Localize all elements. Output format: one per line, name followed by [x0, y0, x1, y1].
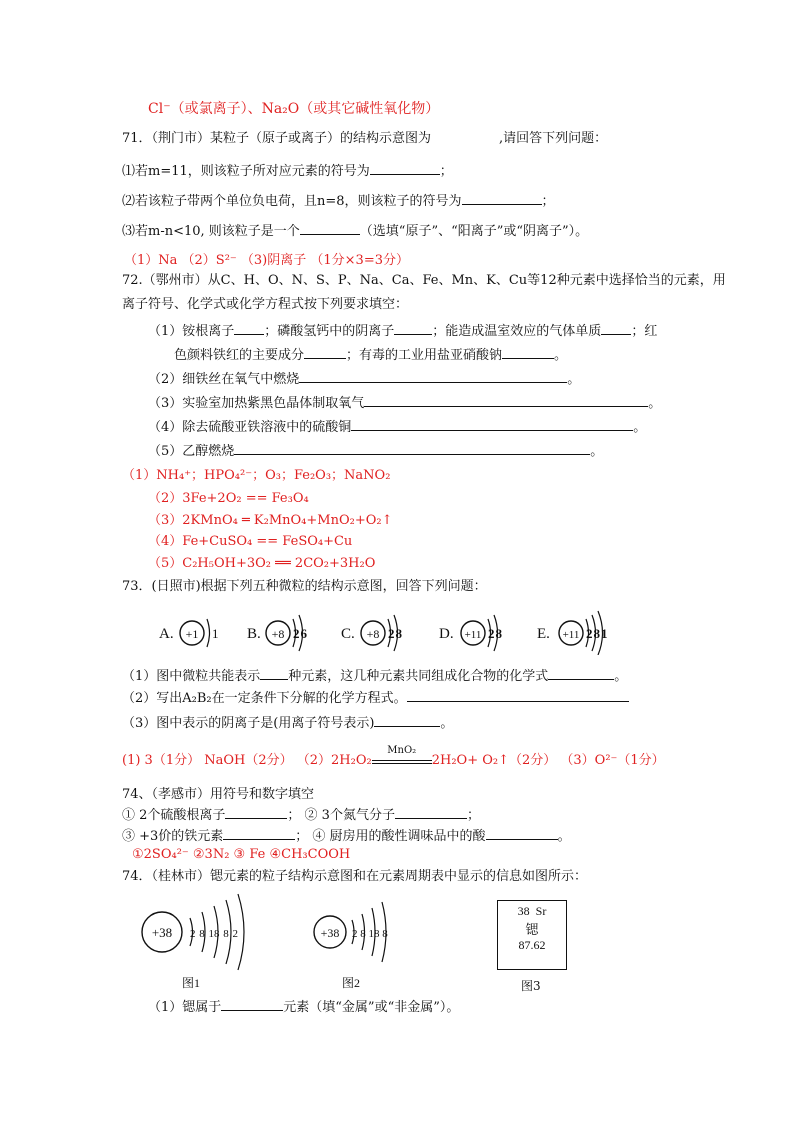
q72-answer-1: （1）NH₄⁺；HPO₄²⁻；O₃；Fe₂O₃；NaNO₂: [122, 468, 391, 483]
particle-label: D.: [439, 626, 454, 642]
q73-title: 73．(日照市)根据下列五种微粒的结构示意图，回答下列问题：: [122, 579, 487, 594]
blank[interactable]: [462, 192, 542, 205]
particle-c: [341, 615, 403, 651]
blank[interactable]: [223, 827, 295, 840]
blank[interactable]: [304, 346, 346, 359]
nucleus-charge: +11: [562, 629, 580, 641]
q72-answer-4: （4）Fe+CuSO₄ == FeSO₄+Cu: [148, 534, 353, 549]
periodic-table-cell: [497, 900, 567, 970]
element-name: 锶: [525, 922, 539, 937]
blank[interactable]: [407, 689, 629, 702]
particle-label: E.: [537, 626, 550, 642]
shell-electrons: 28: [388, 626, 403, 641]
q74b-part1: （1）锶属于 元素（填“金属”或“非金属”）。: [148, 1000, 460, 1015]
q73-part1: （1）图中微粒共能表示 种元素，这几种元素共同组成化合物的化学式 。: [122, 669, 628, 684]
q72-part5: （5）乙醇燃烧 。: [148, 444, 604, 459]
catalyst-label: MnO₂: [387, 745, 417, 756]
nucleus-charge: +38: [320, 926, 340, 940]
particle-e: [537, 611, 609, 655]
atomic-mass: 87.62: [518, 938, 546, 952]
blank[interactable]: [221, 998, 283, 1011]
shell-electrons: 2 8 18 8 2: [190, 928, 238, 940]
q72-part4: （4）除去硫酸亚铁溶液中的硫酸铜 。: [148, 420, 647, 435]
q72-part3: （3）实验室加热紫黑色晶体制取氧气 。: [148, 396, 662, 411]
particle-label: B.: [247, 626, 261, 642]
blank[interactable]: [225, 806, 287, 819]
q73-part3: （3）图中表示的阴离子是(用离子符号表示) 。: [122, 716, 454, 731]
particle-label: C.: [341, 626, 355, 642]
shell-electrons: 28: [488, 626, 503, 641]
blank[interactable]: [374, 714, 440, 727]
q74a-line2: ③ +3价的铁元素 ； ④ 厨房用的酸性调味品中的酸 。: [122, 829, 571, 844]
atomic-number: 38: [517, 904, 530, 918]
q73-answer: (1) 3（1分） NaOH（2分） （2）2H₂O₂ MnO₂ 2H₂O+ O₂↑（2分） （3）O²⁻（1分）: [122, 752, 665, 770]
blank[interactable]: [364, 394, 648, 407]
q72-part2: （2）细铁丝在氧气中燃烧 。: [148, 372, 581, 387]
blank[interactable]: [234, 442, 590, 455]
blank[interactable]: [351, 418, 633, 431]
blank[interactable]: [234, 322, 264, 335]
nucleus-charge: +11: [464, 629, 482, 641]
shell-electrons: 26: [293, 626, 308, 641]
q72-part1-line1: （1）铵根离子 ；磷酸氢钙中的阴离子 ；能造成温室效应的气体单质 ；红: [148, 324, 658, 339]
blank[interactable]: [486, 827, 558, 840]
q71-title: 71．（荆门市）某粒子（原子或离子）的结构示意图为 ,请回答下列问题：: [122, 131, 608, 146]
q72-answer-3: （3）2KMnO₄ ═ K₂MnO₄+MnO₂+O₂↑: [148, 513, 393, 528]
q73-part2: （2）写出A₂B₂在一定条件下分解的化学方程式。: [122, 689, 629, 708]
blank[interactable]: [299, 370, 567, 383]
shell-electrons: 281: [586, 626, 609, 641]
blank[interactable]: [370, 162, 440, 175]
shell-electrons: 1: [212, 626, 219, 641]
q74b-structure-figures: [140, 890, 400, 990]
q72-title: 72.（鄂州市）从C、H、O、N、S、P、Na、Ca、Fe、Mn、K、Cu等12种元素中选择恰当的元素，用: [122, 273, 726, 288]
particle-d: [439, 615, 503, 651]
q71-part3: ⑶若m-n<10, 则该粒子是一个 （选填“原子”、“阳离子”或“阴离子”）。: [122, 224, 589, 239]
q72-answer-2: （2）3Fe+2O₂ == Fe₃O₄: [148, 491, 309, 506]
q71-part2: ⑵若该粒子带两个单位负电荷，且n=8，则该粒子的符号为 ；: [122, 194, 555, 209]
blank[interactable]: [260, 667, 288, 680]
q72-title-line2: 离子符号、化学式或化学方程式按下列要求填空：: [122, 297, 409, 312]
q73-particle-diagrams: [155, 605, 625, 655]
q74a-answer: ①2SO₄²⁻ ②3N₂ ③ Fe ④CH₃COOH: [132, 847, 351, 862]
figure-caption: 图3: [521, 979, 541, 993]
blank[interactable]: [548, 667, 614, 680]
blank[interactable]: [300, 222, 360, 235]
blank[interactable]: [394, 322, 432, 335]
figure-1: [142, 894, 244, 990]
q72-part1-line2: 色颜料铁红的主要成分 ；有毒的工业用盐亚硝酸钠 。: [174, 348, 568, 363]
shell-electrons: 2 8 18 8: [352, 928, 388, 940]
figure-caption: 图2: [342, 976, 361, 990]
nucleus-charge: +8: [271, 627, 285, 641]
q71-part1: ⑴若m=11，则该粒子所对应元素的符号为 ；: [122, 164, 453, 179]
figure-2: [314, 902, 388, 990]
blank[interactable]: [395, 806, 467, 819]
blank[interactable]: [601, 322, 631, 335]
nucleus-charge: +38: [151, 925, 173, 940]
figure-caption: 图1: [182, 976, 201, 990]
nucleus-charge: +1: [185, 627, 199, 641]
element-symbol: Sr: [535, 904, 547, 918]
q72-answer-5: （5）C₂H₅OH+3O₂ ══ 2CO₂+3H₂O: [148, 556, 376, 571]
q74a-title: 74、（孝感市）用符号和数字填空: [122, 787, 315, 802]
q74b-title: 74．（桂林市）锶元素的粒子结构示意图和在元素周期表中显示的信息如图所示：: [122, 869, 588, 884]
q74a-line1: ① 2个硫酸根离子 ； ② 3个氮气分子 ；: [122, 808, 480, 823]
particle-label: A.: [159, 626, 174, 642]
q71-answer: （1）Na （2）S²⁻ （3)阴离子 （1分×3=3分）: [124, 253, 409, 268]
particle-b: [247, 615, 308, 651]
q70-answer: Cl⁻（或氯离子）、Na₂O（或其它碱性氧化物）: [148, 101, 440, 117]
nucleus-charge: +8: [366, 627, 380, 641]
particle-a: [159, 619, 219, 647]
blank[interactable]: [502, 346, 554, 359]
